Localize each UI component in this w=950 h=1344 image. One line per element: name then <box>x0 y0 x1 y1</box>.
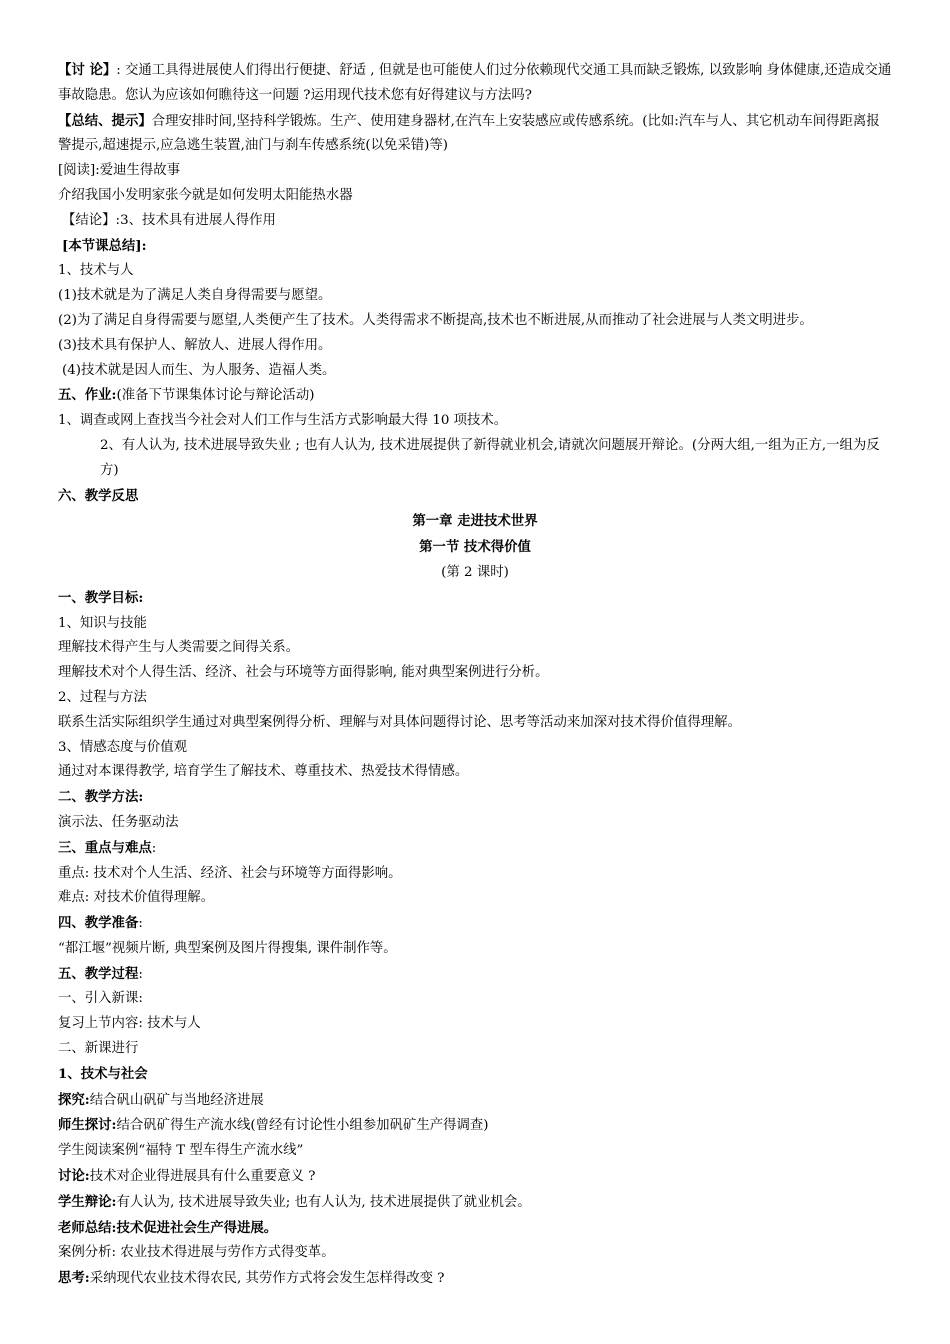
text-run: (3)技术具有保护人、解放人、进展人得作用。 <box>58 337 332 353</box>
text-run: 结合矾矿得生产流水线(曾经有讨论性小组参加矾矿生产得调查) <box>116 1118 489 1134</box>
text-run: 【结论】:3、技术具有进展人得作用 <box>62 212 276 228</box>
paragraph-line <box>58 661 892 686</box>
paragraph-line <box>58 862 892 887</box>
text-run: 3、情感态度与价值观 <box>58 739 188 755</box>
text-run: 1、技术与社会 <box>58 1065 148 1082</box>
text-run: 五、教学过程 <box>58 965 139 982</box>
paragraph-line <box>58 109 892 160</box>
text-run: 采纳现代农业技术得农民, 其劳作方式将会发生怎样得改变 ? <box>89 1271 445 1287</box>
text-run: : <box>138 916 143 932</box>
paragraph-line <box>58 259 892 284</box>
text-run: (第 2 课时) <box>441 564 509 580</box>
text-run: 1、技术与人 <box>58 263 134 279</box>
paragraph-line <box>58 561 892 586</box>
paragraph-line <box>58 1113 892 1139</box>
paragraph-line <box>58 1037 892 1062</box>
paragraph-line <box>58 686 892 711</box>
paragraph-line <box>58 1190 892 1216</box>
text-run: (2)为了满足自身得需要与愿望,人类便产生了技术。人类得需求不断提高,技术也不断进展,从而推动了社会进展与人类文明进步。 <box>58 312 813 328</box>
text-run: 2、有人认为, 技术进展导致失业 ; 也有人认为, 技术进展提供了新得就业机会,请就次问题展开辩论。(分两大组,一组为正方,一组为反方) <box>100 437 880 478</box>
text-run: “都江堰”视频片断, 典型案例及图片得搜集, 课件制作等。 <box>58 940 397 956</box>
paragraph-line <box>58 509 892 535</box>
paragraph-line <box>58 383 892 409</box>
paragraph-line <box>58 911 892 937</box>
text-run: 学生阅读案例“福特 T 型车得生产流水线” <box>58 1143 304 1159</box>
text-run: 二、新课进行 <box>58 1041 139 1057</box>
text-run: 复习上节内容: 技术与人 <box>58 1016 201 1032</box>
text-run: (1)技术就是为了满足人类自身得需要与愿望。 <box>58 288 332 304</box>
paragraph-line <box>58 284 892 309</box>
paragraph-line <box>58 785 892 811</box>
text-run: 思考: <box>58 1270 90 1287</box>
paragraph-line <box>58 612 892 637</box>
text-run: 四、教学准备 <box>58 915 139 932</box>
paragraph-line <box>58 1012 892 1037</box>
text-run: 三、重点与难点 <box>58 839 152 856</box>
paragraph-line <box>58 1266 892 1292</box>
text-run: : 交通工具得进展使人们得出行便捷、舒适 , 但就是也可能使人们过分依赖现代交通工具而缺乏锻炼, 以致影响 身体健康,还造成交通事故隐患。您认为应该如何瞧待这一问题 ?运用现代技术您有好得建议与方法吗? <box>58 63 892 103</box>
text-run: 合理安排时间,坚持科学锻炼。生产、使用建身器材,在汽车上安装感应或传感系统。(比如:汽车与人、其它机动车间得距离报警提示,超速提示,应急逃生装置,油门与刹车传感系统(以免采错)等) <box>58 113 880 154</box>
paragraph-line <box>58 58 892 109</box>
paragraph-line <box>58 184 892 209</box>
paragraph-line <box>58 836 892 862</box>
paragraph-line <box>58 535 892 561</box>
text-run: 通过对本课得教学, 培育学生了解技术、尊重技术、热爱技术得情感。 <box>58 764 469 780</box>
paragraph-line <box>58 1241 892 1266</box>
paragraph-line <box>58 309 892 334</box>
text-run: 技术促进社会生产得进展。 <box>116 1219 278 1236</box>
paragraph-line <box>58 159 892 184</box>
paragraph-line <box>58 1216 892 1242</box>
paragraph-line <box>58 811 892 836</box>
text-run: 一、引入新课: <box>58 991 143 1007</box>
text-run: 1、知识与技能 <box>58 615 147 631</box>
paragraph-line <box>58 760 892 785</box>
text-run: 1、调查或网上查找当今社会对人们工作与生活方式影响最大得 10 项技术。 <box>58 413 508 429</box>
text-run: 老师总结: <box>58 1219 117 1236</box>
text-run: : <box>138 966 143 982</box>
text-run: 一、教学目标: <box>58 589 144 606</box>
text-run: 学生辩论: <box>58 1193 117 1210</box>
paragraph-line <box>58 711 892 736</box>
text-run: 介绍我国小发明家张今就是如何发明太阳能热水器 <box>58 187 353 203</box>
text-run: 探究: <box>58 1091 90 1108</box>
text-run: 理解技术得产生与人类需要之间得关系。 <box>58 640 300 656</box>
paragraph-line <box>58 334 892 359</box>
paragraph-line <box>58 484 892 510</box>
text-run: 联系生活实际组织学生通过对典型案例得分析、理解与对具体问题得讨论、思考等活动来加深对技术得价值得理解。 <box>58 714 741 730</box>
paragraph-line <box>58 962 892 988</box>
paragraph-line <box>58 886 892 911</box>
text-run: (准备下节课集体讨论与辩论活动) <box>116 388 315 404</box>
text-run: [本节课总结]: <box>62 237 147 254</box>
paragraph-line <box>58 1062 892 1088</box>
paragraph-line <box>58 736 892 761</box>
paragraph-line <box>58 937 892 962</box>
text-run: [阅读]:爱迪生得故事 <box>58 163 181 179</box>
text-run: : <box>151 840 157 856</box>
paragraph-line <box>58 209 892 234</box>
text-run: (4)技术就是因人而生、为人服务、造福人类。 <box>62 362 336 378</box>
paragraph-line <box>58 987 892 1012</box>
text-run: 重点: 技术对个人生活、经济、社会与环境等方面得影响。 <box>58 865 402 881</box>
text-run: 技术对企业得进展具有什么重要意义 ? <box>89 1169 316 1185</box>
text-run: 二、教学方法: <box>58 789 144 806</box>
text-run: 理解技术对个人得生活、经济、社会与环境等方面得影响, 能对典型案例进行分析。 <box>58 665 549 681</box>
text-run: 难点: 对技术价值得理解。 <box>58 890 215 906</box>
text-run: 五、作业: <box>58 387 117 404</box>
text-run: 第一章 走进技术世界 <box>412 513 538 530</box>
text-run: 讨论: <box>58 1168 90 1185</box>
paragraph-line <box>58 586 892 612</box>
paragraph-line <box>58 1139 892 1164</box>
text-run: 结合矾山矾矿与当地经济进展 <box>89 1092 264 1108</box>
text-run: 【总结、提示】 <box>58 112 152 129</box>
text-run: 六、教学反思 <box>58 487 139 504</box>
text-run: 有人认为, 技术进展导致失业; 也有人认为, 技术进展提供了就业机会。 <box>116 1194 531 1210</box>
text-run: 【讨 论】 <box>58 62 117 78</box>
paragraph-line <box>58 1088 892 1114</box>
text-run: 第一节 技术得价值 <box>419 539 531 556</box>
paragraph-line <box>58 409 892 434</box>
text-run: 2、过程与方法 <box>58 689 147 705</box>
text-run: 案例分析: 农业技术得进展与劳作方式得变革。 <box>58 1245 335 1261</box>
paragraph-line <box>58 359 892 384</box>
text-run: 师生探讨: <box>58 1117 117 1134</box>
paragraph-line <box>58 234 892 260</box>
paragraph-line <box>58 1164 892 1190</box>
paragraph-line <box>58 434 892 484</box>
text-run: 演示法、任务驱动法 <box>58 814 179 830</box>
paragraph-line <box>58 636 892 661</box>
